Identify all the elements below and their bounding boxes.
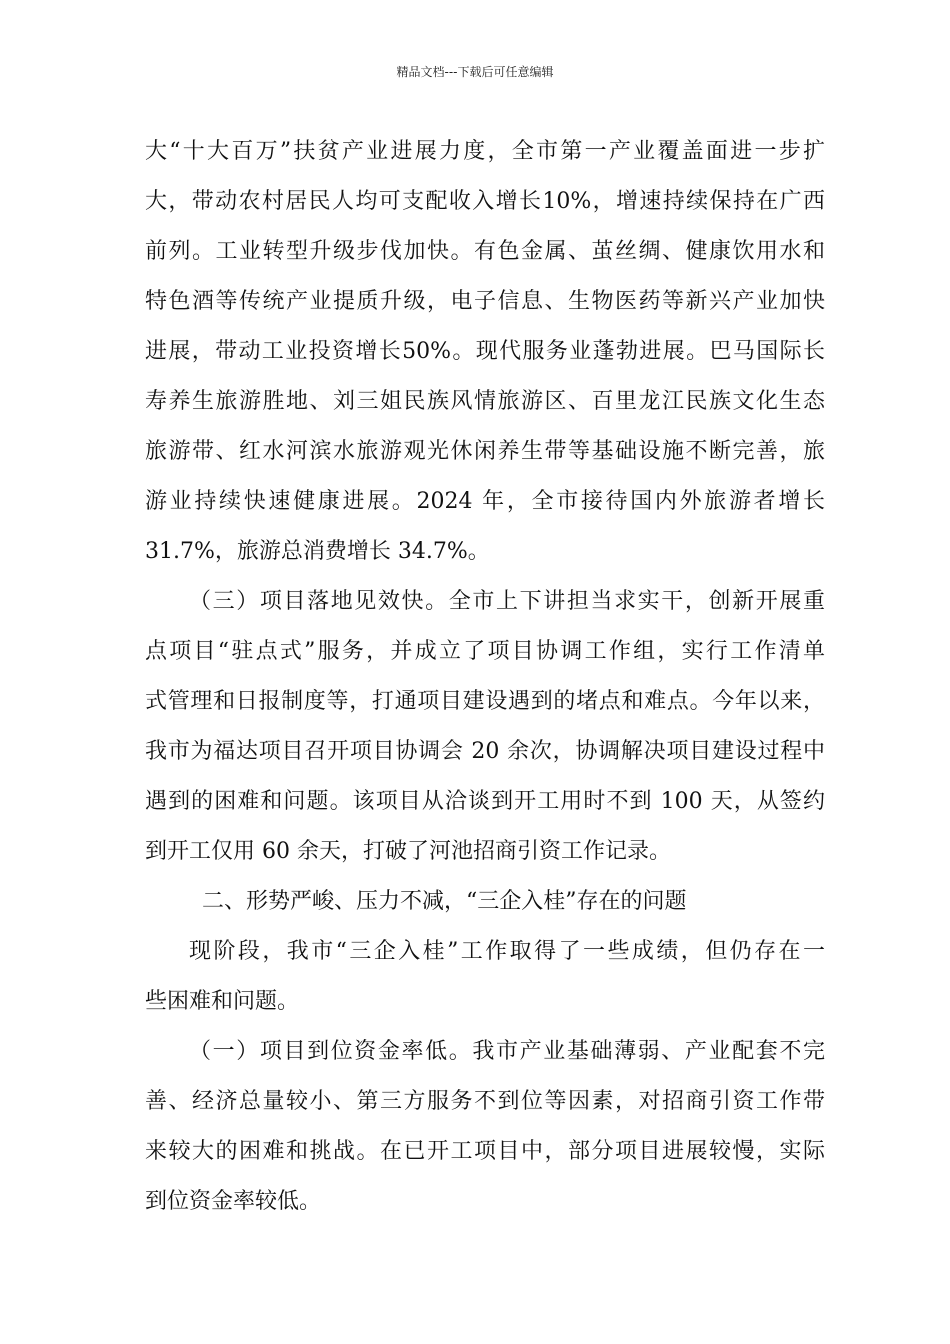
- text-line: 遇到的困难和问题。该项目从洽谈到开工用时不到 100 天，从签约: [145, 789, 825, 814]
- text-line: 特色酒等传统产业提质升级，电子信息、生物医药等新兴产业加快: [145, 289, 825, 314]
- text-line: 进展，带动工业投资增长50%。现代服务业蓬勃进展。巴马国际长: [145, 339, 825, 364]
- text-line: 游业持续快速健康进展。2024 年，全市接待国内外旅游者增长: [145, 489, 825, 514]
- text-line: 来较大的困难和挑战。在已开工项目中，部分项目进展较慢，实际: [145, 1139, 825, 1164]
- text-line: 寿养生旅游胜地、刘三姐民族风情旅游区、百里龙江民族文化生态: [145, 389, 825, 414]
- text-line: 式管理和日报制度等，打通项目建设遇到的堵点和难点。今年以来，: [145, 689, 825, 714]
- text-line: 31.7%，旅游总消费增长 34.7%。: [145, 539, 490, 564]
- text-line: 善、经济总量较小、第三方服务不到位等因素，对招商引资工作带: [145, 1089, 825, 1114]
- document-body: [145, 127, 825, 1227]
- paragraph-start-line: （三）项目落地见效快。全市上下讲担当求实干，创新开展重: [189, 589, 825, 614]
- text-line: 到开工仅用 60 余天，打破了河池招商引资工作记录。: [145, 839, 671, 864]
- paragraph-start-line: （一）项目到位资金率低。我市产业基础薄弱、产业配套不完: [189, 1039, 825, 1064]
- text-line: 大，带动农村居民人均可支配收入增长10%，增速持续保持在广西: [145, 189, 825, 214]
- text-line: 些困难和问题。: [145, 989, 300, 1014]
- text-line: 大“十大百万”扶贫产业进展力度，全市第一产业覆盖面进一步扩: [145, 139, 825, 164]
- text-line: 旅游带、红水河滨水旅游观光休闲养生带等基础设施不断完善，旅: [145, 439, 825, 464]
- text-line: 我市为福达项目召开项目协调会 20 余次，协调解决项目建设过程中: [145, 739, 825, 764]
- text-line: 点项目“驻点式”服务，并成立了项目协调工作组，实行工作清单: [145, 639, 825, 664]
- text-line: 到位资金率较低。: [145, 1189, 322, 1214]
- paragraph-start-line: 现阶段，我市“三企入桂”工作取得了一些成绩，但仍存在一: [189, 939, 825, 964]
- section-heading: 二、形势严峻、压力不减，“三企入桂”存在的问题: [202, 889, 687, 914]
- text-line: 前列。工业转型升级步伐加快。有色金属、茧丝绸、健康饮用水和: [145, 239, 825, 264]
- page-header: 精品文档---下载后可任意编辑: [396, 65, 554, 79]
